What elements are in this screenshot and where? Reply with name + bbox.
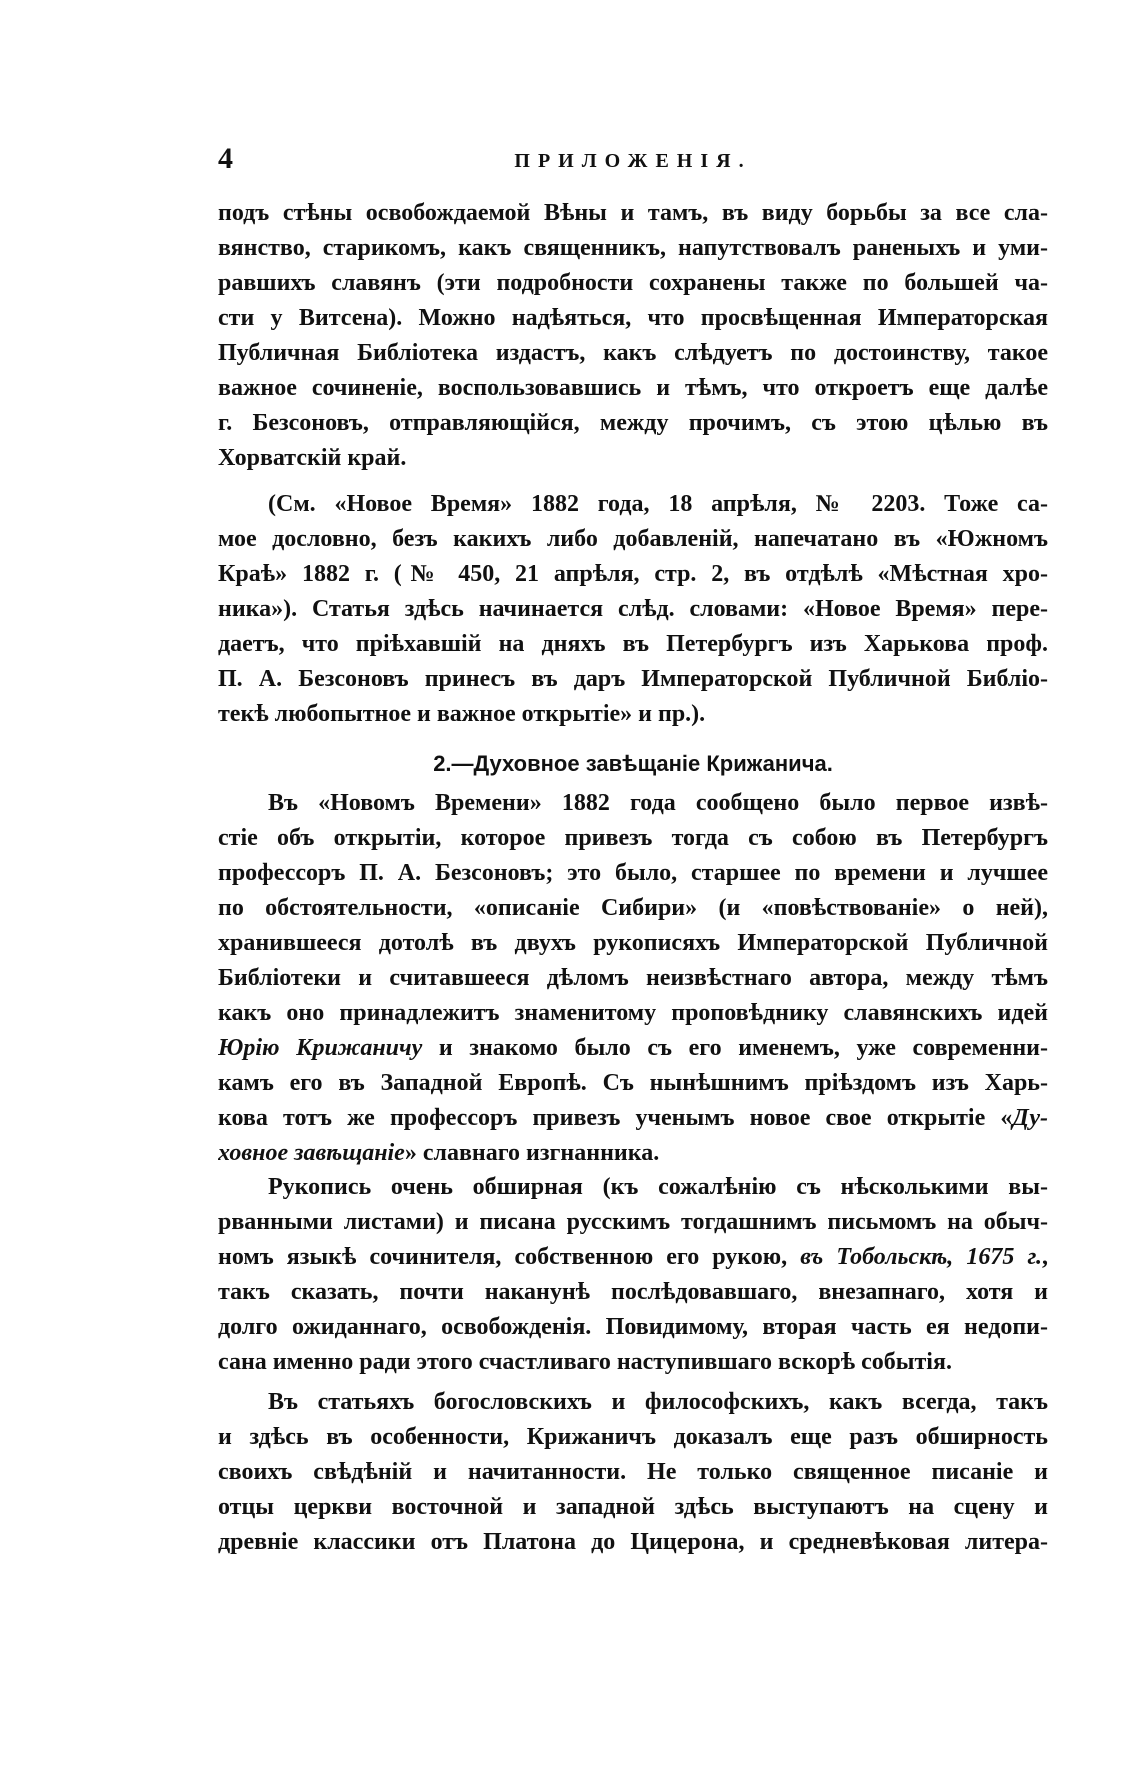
section-title: 2.—Духовное завѣщаніе Крижанича. <box>433 751 833 776</box>
text-line: сти у Витсена). Можно надѣяться, что просвѣщенная Императорская <box>218 305 1048 331</box>
text-line: такъ сказать, почти наканунѣ послѣдовавшаго, внезапнаго, хотя и <box>218 1279 1048 1305</box>
text-line: камъ его въ Западной Европѣ. Съ нынѣшнимъ пріѣздомъ изъ Харь- <box>218 1070 1048 1096</box>
paragraph-2 <box>218 487 1048 732</box>
text-run: » славнаго изгнанника. <box>404 1140 660 1166</box>
text-run: , <box>1042 1244 1048 1270</box>
text-run: кова тотъ же профессоръ привезъ ученымъ новое свое открытіе « <box>218 1105 1013 1131</box>
text-line: по обстоятельности, «описаніе Сибири» (и «повѣствованіе» о ней), <box>218 895 1048 921</box>
text-line: Рукопись очень обширная (къ сожалѣнію съ нѣсколькими вы- <box>268 1174 1048 1200</box>
text-line: отцы церкви восточной и западной здѣсь выступаютъ на сцену и <box>218 1494 1048 1520</box>
text-line <box>218 1136 1048 1171</box>
text-line: подъ стѣны освобождаемой Вѣны и тамъ, въ виду борьбы за все сла- <box>218 200 1048 226</box>
page-header <box>218 142 1048 182</box>
text-line: Краѣ» 1882 г. (№ 450, 21 апрѣля, стр. 2, въ отдѣлѣ «Мѣстная хро- <box>218 561 1048 587</box>
text-line: какъ оно принадлежитъ знаменитому проповѣднику славянскихъ идей <box>218 1000 1048 1026</box>
text-line <box>218 1101 1048 1136</box>
text-line: Публичная Библіотека издастъ, какъ слѣдуетъ по достоинству, такое <box>218 340 1048 366</box>
italic-title: ховное завѣщаніе <box>218 1140 405 1166</box>
text-line: даетъ, что пріѣхавшій на дняхъ въ Петербургъ изъ Харькова проф. <box>218 631 1048 657</box>
text-line: Въ «Новомъ Времени» 1882 года сообщено было первое извѣ- <box>268 790 1048 816</box>
italic-name: Юрію Крижаничу <box>218 1035 423 1061</box>
text-line: П. А. Безсоновъ принесъ въ даръ Императорской Публичной Библіо- <box>218 666 1048 692</box>
paragraph-5 <box>218 1385 1048 1560</box>
text-line: ника»). Статья здѣсь начинается слѣд. словами: «Новое Время» пере- <box>218 596 1048 622</box>
text-line: Хорватскій край. <box>218 445 407 471</box>
text-line: (См. «Новое Время» 1882 года, 18 апрѣля, № 2203. Тоже са- <box>268 491 1048 517</box>
paragraph-4 <box>218 1170 1048 1380</box>
text-line: Библіотеки и считавшееся дѣломъ неизвѣстнаго автора, между тѣмъ <box>218 965 1048 991</box>
text-run: номъ языкѣ сочинителя, собственною его рукою, <box>218 1244 801 1270</box>
text-line: вянство, старикомъ, какъ священникъ, напутствовалъ раненыхъ и уми- <box>218 235 1048 261</box>
text-line: древніе классики отъ Платона до Цицерона, и средневѣковая литера- <box>218 1529 1048 1555</box>
text-line: своихъ свѣдѣній и начитанности. Не только священное писаніе и <box>218 1459 1048 1485</box>
paragraph-1 <box>218 196 1048 476</box>
text-line: рванными листами) и писана русскимъ тогдашнимъ письмомъ на обыч- <box>218 1209 1048 1235</box>
text-line: и здѣсь въ особенности, Крижаничъ доказалъ еще разъ обширность <box>218 1424 1048 1450</box>
text-line <box>218 1031 1048 1066</box>
text-line: долго ожиданнаго, освобожденія. Повидимому, вторая часть ея недопи- <box>218 1314 1048 1340</box>
italic-title: Ду- <box>1012 1105 1048 1131</box>
text-line <box>218 1240 1048 1275</box>
text-line: равшихъ славянъ (эти подробности сохранены также по большей ча- <box>218 270 1048 296</box>
running-head: ПРИЛОЖЕНІЯ. <box>514 150 752 172</box>
paragraph-3 <box>218 786 1048 1171</box>
text-line: профессоръ П. А. Безсоновъ; это было, старшее по времени и лучшее <box>218 860 1048 886</box>
text-line: стіе объ открытіи, которое привезъ тогда съ собою въ Петербургъ <box>218 825 1048 851</box>
page-number: 4 <box>218 142 233 175</box>
text-line: сана именно ради этого счастливаго наступившаго вскорѣ событія. <box>218 1349 952 1375</box>
text-line: г. Безсоновъ, отправляющійся, между прочимъ, съ этою цѣлью въ <box>218 410 1048 436</box>
text-line: важное сочиненіе, воспользовавшись и тѣмъ, что откроетъ еще далѣе <box>218 375 1048 401</box>
text-line: мое дословно, безъ какихъ либо добавленій, напечатано въ «Южномъ <box>218 526 1048 552</box>
text-line: текѣ любопытное и важное открытіе» и пр.). <box>218 701 706 727</box>
text-line: Въ статьяхъ богословскихъ и философскихъ, какъ всегда, такъ <box>268 1389 1048 1415</box>
italic-place-date: въ Тобольскѣ, 1675 г. <box>800 1244 1042 1270</box>
text-run: и знакомо было съ его именемъ, уже современни- <box>422 1035 1048 1061</box>
text-line: хранившееся дотолѣ въ двухъ рукописяхъ Императорской Публичной <box>218 930 1048 956</box>
